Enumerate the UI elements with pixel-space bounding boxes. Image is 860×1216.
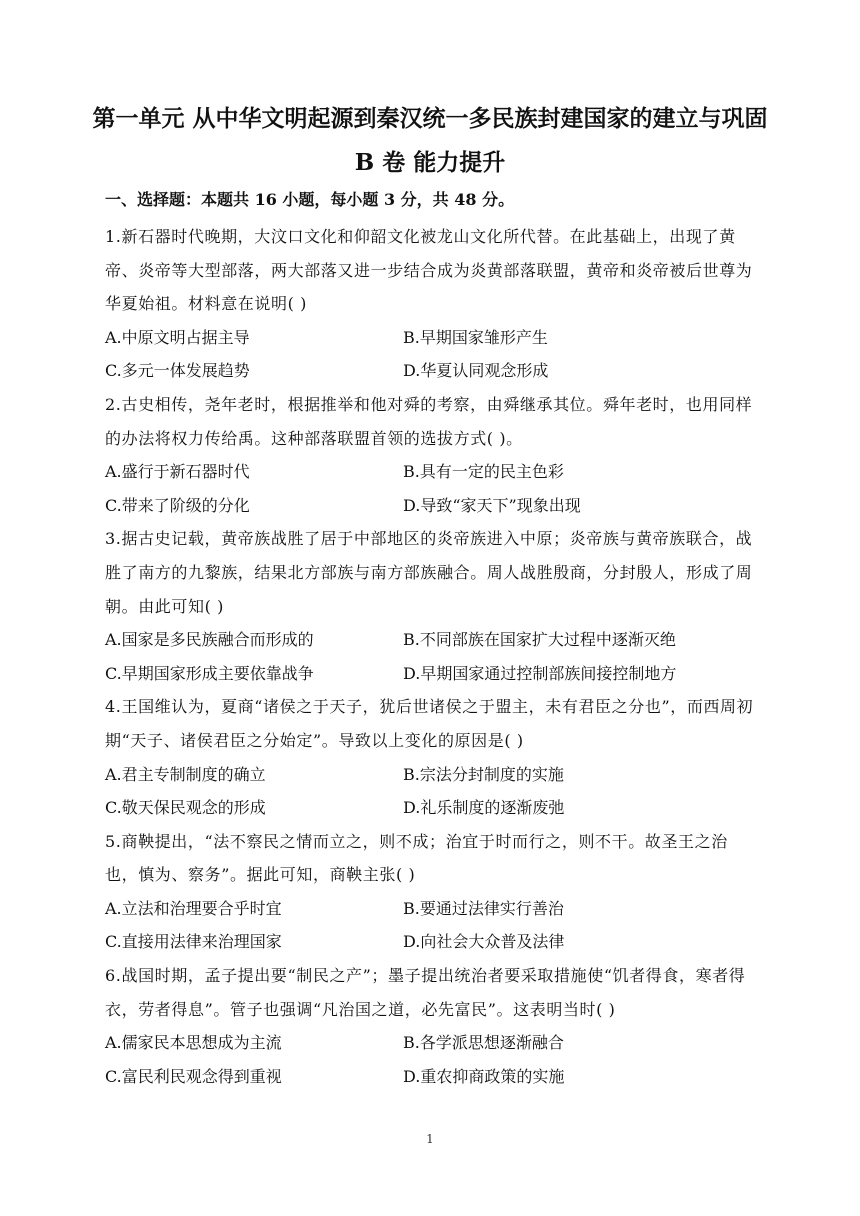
option-row: [105, 489, 755, 523]
option-c: C.富民利民观念得到重视: [105, 1066, 282, 1086]
section-heading: 一、选择题：本题共 16 小题，每小题 3 分，共 48 分。: [105, 190, 515, 209]
option-row: [105, 1060, 755, 1094]
question-stem: 5.商鞅提出，“法不察民之情而立之，则不成；治宜于时而行之，则不干。故圣王之治也，慎为、察务”。据此可知，商鞅主张( ): [105, 831, 728, 885]
paper-subtitle: B 卷 能力提升: [354, 149, 506, 176]
option-row: [105, 758, 755, 792]
option-c: C.直接用法律来治理国家: [105, 932, 282, 952]
option-d: D.导致“家天下”现象出现: [403, 495, 581, 515]
option-b: B.早期国家雏形产生: [403, 327, 548, 347]
option-row: [105, 354, 755, 388]
option-d: D.向社会大众普及法律: [403, 932, 565, 952]
question-1: [105, 220, 755, 388]
option-c: C.带来了阶级的分化: [105, 495, 250, 515]
option-row: [105, 623, 755, 657]
option-row: [105, 791, 755, 825]
question-2: [105, 388, 755, 522]
question-stem: 1.新石器时代晚期，大汶口文化和仰韶文化被龙山文化所代替。在此基础上，出现了黄帝、炎帝等大型部落，两大部落又进一步结合成为炎黄部落联盟，黄帝和炎帝被后世尊为华夏始祖。材料意在说明( ): [105, 227, 753, 314]
option-row: [105, 1026, 755, 1060]
option-a: A.君主专制制度的确立: [105, 764, 266, 784]
option-d: D.早期国家通过控制部族间接控制地方: [403, 663, 677, 683]
option-b: B.宗法分封制度的实施: [403, 764, 564, 784]
option-b: B.各学派思想逐渐融合: [403, 1033, 564, 1053]
option-d: D.礼乐制度的逐渐废弛: [403, 798, 565, 818]
question-stem: 4.王国维认为，夏商“诸侯之于天子，犹后世诸侯之于盟主，未有君臣之分也”，而西周初期“天子、诸侯君臣之分始定”。导致以上变化的原因是( ): [105, 697, 754, 750]
question-stem: 3.据古史记载，黄帝族战胜了居于中部地区的炎帝族进入中原；炎帝族与黄帝族联合，战胜了南方的九黎族，结果北方部族与南方部族融合。周人战胜殷商，分封殷人，形成了周朝。由此可知( ): [105, 529, 753, 616]
option-row: [105, 925, 755, 959]
option-b: B.不同部族在国家扩大过程中逐渐灭绝: [403, 630, 676, 650]
option-c: C.早期国家形成主要依靠战争: [105, 663, 314, 683]
question-stem: 2.古史相传，尧年老时，根据推举和他对舜的考察，由舜继承其位。舜年老时，也用同样的办法将权力传给禹。这种部落联盟首领的选拔方式( )。: [105, 394, 753, 448]
option-b: B.要通过法律实行善治: [403, 898, 564, 918]
option-b: B.具有一定的民主色彩: [403, 462, 564, 482]
option-row: [105, 455, 755, 489]
question-5: [105, 825, 755, 959]
option-d: D.华夏认同观念形成: [403, 361, 549, 381]
option-a: A.儒家民本思想成为主流: [105, 1033, 282, 1053]
page-number: 1: [426, 1132, 434, 1146]
option-a: A.国家是多民族融合而形成的: [105, 630, 314, 650]
option-d: D.重农抑商政策的实施: [403, 1066, 565, 1086]
unit-title: 第一单元 从中华文明起源到秦汉统一多民族封建国家的建立与巩固: [92, 105, 768, 132]
option-a: A.立法和治理要合乎时宜: [105, 898, 282, 918]
option-a: A.中原文明占据主导: [105, 327, 250, 347]
option-a: A.盛行于新石器时代: [105, 462, 250, 482]
question-stem: 6.战国时期，孟子提出要“制民之产”；墨子提出统治者要采取措施使“饥者得食，寒者得衣，劳者得息”。管子也强调“凡治国之道，必先富民”。这表明当时( ): [105, 966, 746, 1019]
question-6: [105, 959, 755, 1093]
option-row: [105, 321, 755, 355]
option-c: C.多元一体发展趋势: [105, 361, 250, 381]
option-row: [105, 657, 755, 691]
question-3: [105, 522, 755, 690]
question-list: [105, 220, 755, 1093]
option-row: [105, 892, 755, 926]
option-c: C.敬天保民观念的形成: [105, 798, 266, 818]
question-4: [105, 690, 755, 824]
